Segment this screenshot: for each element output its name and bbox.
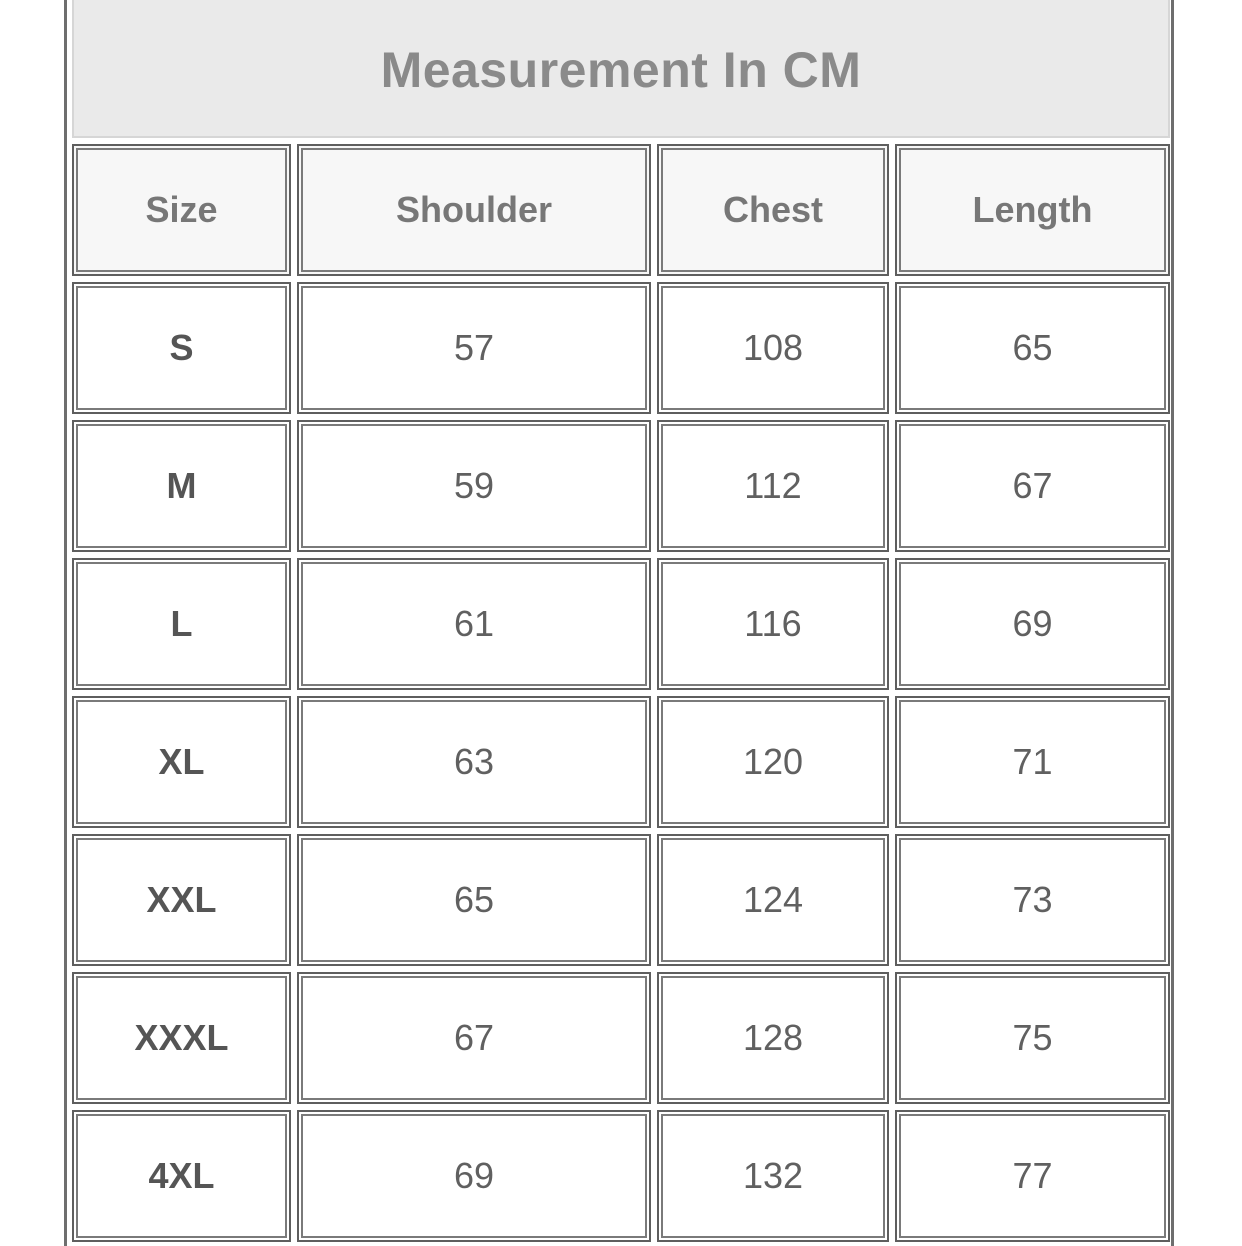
table-row-size: XXL: [72, 834, 291, 966]
table-row-size: S: [72, 282, 291, 414]
table-row-shoulder: 67: [297, 972, 651, 1104]
size-chart-title: Measurement In CM: [380, 42, 862, 98]
table-row-chest: 116: [657, 558, 889, 690]
table-row-shoulder: 65: [297, 834, 651, 966]
header-length: Length: [895, 144, 1170, 276]
table-row-shoulder: 59: [297, 420, 651, 552]
table-row-shoulder: 63: [297, 696, 651, 828]
table-row-length: 71: [895, 696, 1170, 828]
table-row-size: 4XL: [72, 1110, 291, 1242]
table-row-size: M: [72, 420, 291, 552]
table-row-chest: 112: [657, 420, 889, 552]
table-row-length: 77: [895, 1110, 1170, 1242]
table-row-size: XXXL: [72, 972, 291, 1104]
table-row-size: L: [72, 558, 291, 690]
table-row-chest: 128: [657, 972, 889, 1104]
table-row-chest: 124: [657, 834, 889, 966]
table-row-length: 69: [895, 558, 1170, 690]
table-row-shoulder: 57: [297, 282, 651, 414]
table-row-length: 65: [895, 282, 1170, 414]
table-row-chest: 120: [657, 696, 889, 828]
header-size: Size: [72, 144, 291, 276]
size-chart-title-box: [72, 0, 1170, 138]
table-row-length: 75: [895, 972, 1170, 1104]
table-row-length: 67: [895, 420, 1170, 552]
table-row-chest: 132: [657, 1110, 889, 1242]
header-shoulder: Shoulder: [297, 144, 651, 276]
table-row-length: 73: [895, 834, 1170, 966]
table-row-size: XL: [72, 696, 291, 828]
header-chest: Chest: [657, 144, 889, 276]
table-row-shoulder: 69: [297, 1110, 651, 1242]
table-row-shoulder: 61: [297, 558, 651, 690]
table-row-chest: 108: [657, 282, 889, 414]
